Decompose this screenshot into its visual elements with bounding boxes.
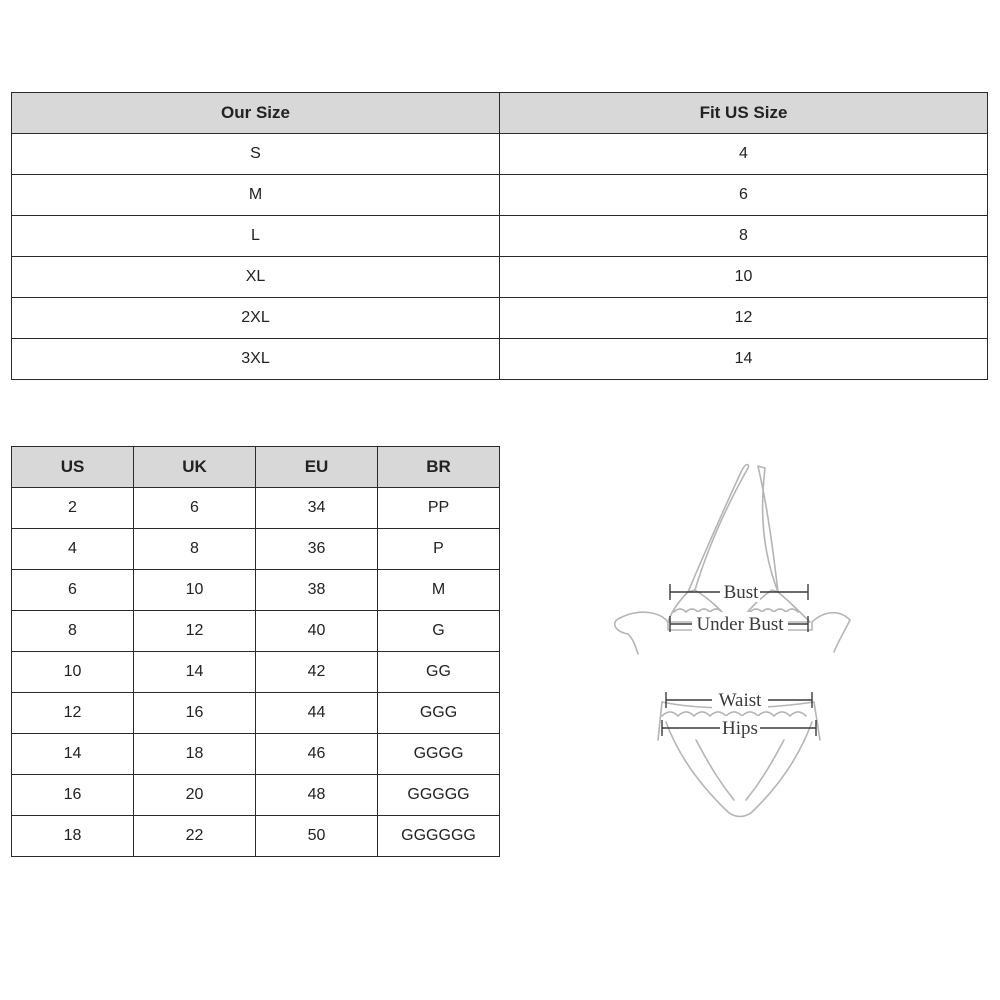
cell-fit-us-size: 14	[500, 339, 988, 380]
cell-uk: 20	[134, 775, 256, 816]
cell-br: GGGGG	[378, 775, 500, 816]
cell-eu: 50	[256, 816, 378, 857]
cell-us: 18	[12, 816, 134, 857]
cell-fit-us-size: 10	[500, 257, 988, 298]
cell-us: 8	[12, 611, 134, 652]
cell-uk: 12	[134, 611, 256, 652]
cell-uk: 16	[134, 693, 256, 734]
header-eu: EU	[256, 447, 378, 488]
size-fit-table	[11, 92, 988, 380]
cell-us: 14	[12, 734, 134, 775]
cell-fit-us-size: 4	[500, 134, 988, 175]
table-row	[12, 693, 500, 734]
table-row	[12, 216, 988, 257]
cell-us: 4	[12, 529, 134, 570]
table-row	[12, 775, 500, 816]
table-row	[12, 339, 988, 380]
hips-label: Hips	[722, 718, 758, 739]
cell-br: G	[378, 611, 500, 652]
table-row	[12, 488, 500, 529]
bikini-measurement-diagram	[600, 440, 860, 830]
size-conversion-table	[11, 446, 500, 857]
cell-eu: 40	[256, 611, 378, 652]
cell-br: GGGGGG	[378, 816, 500, 857]
cell-br: GGGG	[378, 734, 500, 775]
cell-us: 10	[12, 652, 134, 693]
cell-fit-us-size: 6	[500, 175, 988, 216]
cell-eu: 38	[256, 570, 378, 611]
cell-our-size: S	[12, 134, 500, 175]
cell-eu: 34	[256, 488, 378, 529]
table-row	[12, 298, 988, 339]
bottom-ruffle	[662, 712, 806, 716]
header-us: US	[12, 447, 134, 488]
cell-us: 16	[12, 775, 134, 816]
table-header-row	[12, 447, 500, 488]
cell-eu: 44	[256, 693, 378, 734]
cell-eu: 48	[256, 775, 378, 816]
cell-br: P	[378, 529, 500, 570]
table-row	[12, 652, 500, 693]
cell-uk: 6	[134, 488, 256, 529]
table-header-row	[12, 93, 988, 134]
cell-fit-us-size: 12	[500, 298, 988, 339]
cell-uk: 8	[134, 529, 256, 570]
table-row	[12, 175, 988, 216]
bikini-illustration	[600, 440, 860, 830]
table-row	[12, 816, 500, 857]
table-row	[12, 611, 500, 652]
cell-br: PP	[378, 488, 500, 529]
under-bust-label: Under Bust	[696, 614, 784, 635]
strap-right	[758, 466, 778, 592]
waist-label: Waist	[718, 690, 762, 711]
cell-br: M	[378, 570, 500, 611]
bust-label: Bust	[723, 582, 759, 603]
cell-uk: 18	[134, 734, 256, 775]
cell-br: GGG	[378, 693, 500, 734]
table-row	[12, 134, 988, 175]
cell-our-size: XL	[12, 257, 500, 298]
cell-uk: 22	[134, 816, 256, 857]
table-row	[12, 734, 500, 775]
cell-eu: 46	[256, 734, 378, 775]
cell-our-size: 3XL	[12, 339, 500, 380]
cell-our-size: L	[12, 216, 500, 257]
header-our-size: Our Size	[12, 93, 500, 134]
strap-left	[688, 465, 749, 593]
cell-uk: 10	[134, 570, 256, 611]
cell-br: GG	[378, 652, 500, 693]
cell-eu: 42	[256, 652, 378, 693]
header-fit-us-size: Fit US Size	[500, 93, 988, 134]
header-uk: UK	[134, 447, 256, 488]
table-row	[12, 570, 500, 611]
cell-fit-us-size: 8	[500, 216, 988, 257]
cell-us: 12	[12, 693, 134, 734]
cell-us: 6	[12, 570, 134, 611]
cell-our-size: 2XL	[12, 298, 500, 339]
table-row	[12, 529, 500, 570]
header-br: BR	[378, 447, 500, 488]
cell-uk: 14	[134, 652, 256, 693]
cell-our-size: M	[12, 175, 500, 216]
cell-us: 2	[12, 488, 134, 529]
table-row	[12, 257, 988, 298]
cell-eu: 36	[256, 529, 378, 570]
